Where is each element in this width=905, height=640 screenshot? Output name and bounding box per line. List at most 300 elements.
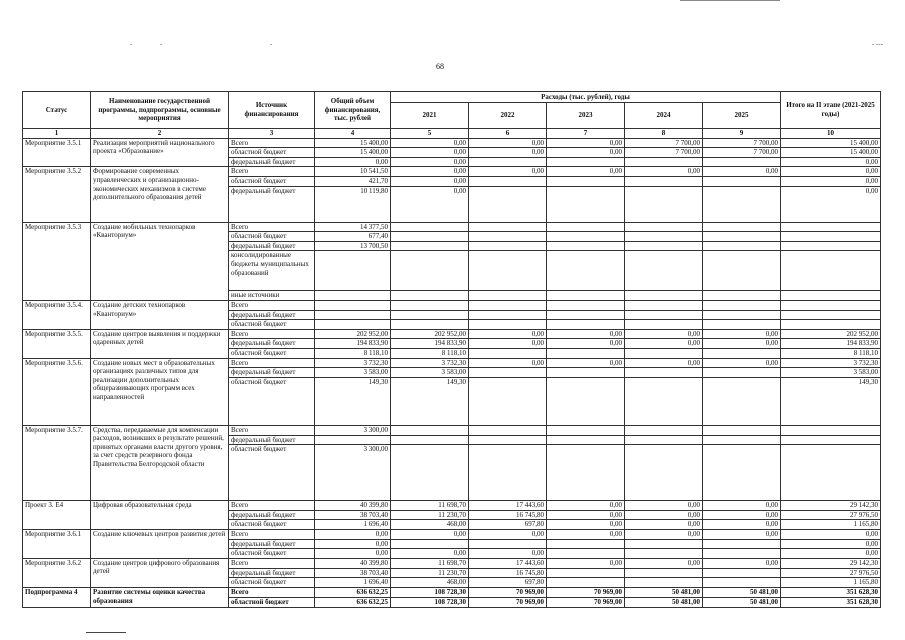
header-source: Источник финансирования <box>229 92 315 129</box>
status-cell: Мероприятие 3.5.1 <box>23 138 91 167</box>
name-cell: Создание центров цифрового образования детей <box>91 558 229 587</box>
year-2024-cell: 7 700,00 <box>625 148 703 158</box>
year-2023-cell: 0,00 <box>547 358 625 368</box>
source-cell: Всего <box>229 300 315 310</box>
year-2022-cell: 697,80 <box>469 520 547 530</box>
year-2025-cell <box>703 320 781 330</box>
year-2022-cell <box>469 320 547 330</box>
year-2021-cell: 11 698,70 <box>391 501 469 511</box>
stage-total-cell: 29 142,30 <box>781 558 881 568</box>
year-2022-cell <box>469 222 547 232</box>
name-cell: Создание центров выявления и поддержки одаренных детей <box>91 329 229 358</box>
stage-total-cell: 0,00 <box>781 539 881 549</box>
year-2021-cell <box>391 445 469 501</box>
year-2025-cell <box>703 539 781 549</box>
source-cell: областной бюджет <box>229 597 315 607</box>
source-cell: Всего <box>229 501 315 511</box>
year-2023-cell: 70 969,00 <box>547 597 625 607</box>
year-2024-cell <box>625 549 703 559</box>
stage-total-cell <box>781 300 881 310</box>
total-cell: 40 399,80 <box>315 501 391 511</box>
status-cell: Мероприятие 3.5.5. <box>23 329 91 358</box>
source-cell: Всего <box>229 558 315 568</box>
year-2024-cell <box>625 539 703 549</box>
total-cell: 3 583,00 <box>315 368 391 378</box>
year-2021-cell: 194 833,90 <box>391 339 469 349</box>
stage-total-cell <box>781 445 881 501</box>
year-2023-cell <box>547 300 625 310</box>
status-cell: Проект 3. Е4 <box>23 501 91 530</box>
status-cell: Мероприятие 3.5.6. <box>23 358 91 425</box>
year-2023-cell <box>547 186 625 222</box>
total-cell: 15 400,00 <box>315 148 391 158</box>
year-2022-cell <box>469 435 547 445</box>
stage-total-cell <box>781 241 881 251</box>
year-2025-cell <box>703 232 781 242</box>
source-cell: федеральный бюджет <box>229 435 315 445</box>
year-2023-cell <box>547 157 625 167</box>
year-2024-cell <box>625 186 703 222</box>
year-2024-cell: 0,00 <box>625 339 703 349</box>
total-cell: 38 703,40 <box>315 510 391 520</box>
header-year: 2021 <box>391 103 469 129</box>
year-2023-cell: 0,00 <box>547 510 625 520</box>
year-2025-cell <box>703 368 781 378</box>
year-2022-cell <box>469 445 547 501</box>
source-cell: областной бюджет <box>229 348 315 358</box>
year-2024-cell <box>625 232 703 242</box>
year-2022-cell: 16 745,80 <box>469 568 547 578</box>
year-2021-cell <box>391 435 469 445</box>
year-2023-cell <box>547 368 625 378</box>
total-cell: 3 300,00 <box>315 425 391 435</box>
header-year: 2025 <box>703 103 781 129</box>
stage-total-cell <box>781 320 881 330</box>
year-2025-cell: 0,00 <box>703 167 781 177</box>
total-cell: 38 703,40 <box>315 568 391 578</box>
stage-total-cell: 15 400,00 <box>781 138 881 148</box>
year-2025-cell: 0,00 <box>703 501 781 511</box>
total-cell: 14 377,50 <box>315 222 391 232</box>
year-2021-cell: 11 230,70 <box>391 510 469 520</box>
source-cell: Всего <box>229 167 315 177</box>
name-cell: Создание новых мест в образовательных организациях различных типов для реализации дополнительных общеразвивающих программ всех направленностей <box>91 358 229 425</box>
year-2023-cell: 70 969,00 <box>547 588 625 598</box>
year-2023-cell <box>547 232 625 242</box>
year-2021-cell: 0,00 <box>391 157 469 167</box>
status-cell: Мероприятие 3.6.2 <box>23 558 91 587</box>
year-2023-cell <box>547 445 625 501</box>
name-cell: Формирование современных управленческих и организационно-экономических механизмов в системе дополнительного образования детей <box>91 167 229 222</box>
year-2021-cell <box>391 291 469 301</box>
year-2021-cell: 108 728,30 <box>391 597 469 607</box>
year-2022-cell: 0,00 <box>469 167 547 177</box>
year-2024-cell <box>625 241 703 251</box>
stage-total-cell: 1 165,80 <box>781 578 881 588</box>
year-2022-cell <box>469 251 547 291</box>
source-cell: Всего <box>229 588 315 598</box>
year-2024-cell <box>625 310 703 320</box>
table-row <box>23 329 881 339</box>
year-2021-cell: 0,00 <box>391 167 469 177</box>
year-2021-cell <box>391 300 469 310</box>
year-2023-cell <box>547 251 625 291</box>
column-number: 8 <box>625 129 703 139</box>
stage-total-cell: 202 952,00 <box>781 329 881 339</box>
stage-total-cell: 0,00 <box>781 186 881 222</box>
year-2023-cell <box>547 320 625 330</box>
year-2025-cell <box>703 310 781 320</box>
year-2021-cell: 0,00 <box>391 530 469 540</box>
year-2023-cell: 0,00 <box>547 520 625 530</box>
source-cell: областной бюджет <box>229 549 315 559</box>
source-cell: Всего <box>229 329 315 339</box>
year-2025-cell: 0,00 <box>703 339 781 349</box>
year-2022-cell: 17 443,60 <box>469 501 547 511</box>
year-2022-cell <box>469 539 547 549</box>
stage-total-cell <box>781 435 881 445</box>
stage-total-cell: 29 142,30 <box>781 501 881 511</box>
year-2023-cell: 0,00 <box>547 339 625 349</box>
year-2024-cell <box>625 320 703 330</box>
year-2024-cell <box>625 348 703 358</box>
stage-total-cell: 0,00 <box>781 157 881 167</box>
year-2021-cell <box>391 539 469 549</box>
year-2021-cell: 149,30 <box>391 377 469 425</box>
year-2022-cell: 697,80 <box>469 578 547 588</box>
header-name: Наименование государственной программы, подпрограммы, основные мероприятия <box>91 92 229 129</box>
table-row <box>23 425 881 435</box>
year-2021-cell: 0,00 <box>391 176 469 186</box>
year-2025-cell: 50 481,00 <box>703 597 781 607</box>
stage-total-cell: 3 732,30 <box>781 358 881 368</box>
year-2025-cell <box>703 348 781 358</box>
year-2024-cell: 0,00 <box>625 510 703 520</box>
year-2025-cell: 0,00 <box>703 520 781 530</box>
source-cell: Всего <box>229 222 315 232</box>
header-year: 2022 <box>469 103 547 129</box>
total-cell: 0,00 <box>315 539 391 549</box>
year-2021-cell: 0,00 <box>391 148 469 158</box>
stage-total-cell <box>781 310 881 320</box>
column-number: 10 <box>781 129 881 139</box>
year-2024-cell <box>625 425 703 435</box>
year-2023-cell <box>547 241 625 251</box>
source-cell: областной бюджет <box>229 445 315 501</box>
year-2024-cell <box>625 435 703 445</box>
source-cell: областной бюджет <box>229 176 315 186</box>
year-2025-cell <box>703 568 781 578</box>
year-2022-cell: 0,00 <box>469 148 547 158</box>
source-cell: федеральный бюджет <box>229 310 315 320</box>
year-2021-cell: 8 118,10 <box>391 348 469 358</box>
year-2025-cell <box>703 425 781 435</box>
total-cell: 15 400,00 <box>315 138 391 148</box>
year-2025-cell <box>703 291 781 301</box>
table-row <box>23 300 881 310</box>
table-row <box>23 558 881 568</box>
budget-table-body <box>23 138 881 607</box>
year-2024-cell: 50 481,00 <box>625 588 703 598</box>
top-rule <box>680 0 780 1</box>
table-row <box>23 222 881 232</box>
year-2025-cell: 7 700,00 <box>703 148 781 158</box>
budget-table <box>22 91 881 608</box>
scan-mark: - <box>160 40 163 48</box>
column-number: 7 <box>547 129 625 139</box>
name-cell: Создание ключевых центров развития детей <box>91 530 229 559</box>
stage-total-cell <box>781 232 881 242</box>
year-2024-cell: 0,00 <box>625 520 703 530</box>
table-row <box>23 138 881 148</box>
scan-mark: - <box>270 40 273 48</box>
year-2021-cell <box>391 320 469 330</box>
year-2023-cell <box>547 348 625 358</box>
year-2024-cell: 0,00 <box>625 530 703 540</box>
year-2023-cell <box>547 377 625 425</box>
status-cell: Мероприятие 3.5.3 <box>23 222 91 300</box>
header-total: Общий объем финансирования, тыс. рублей <box>315 92 391 129</box>
year-2024-cell <box>625 251 703 291</box>
header-year: 2024 <box>625 103 703 129</box>
column-number: 5 <box>391 129 469 139</box>
year-2025-cell <box>703 549 781 559</box>
total-cell: 13 700,50 <box>315 241 391 251</box>
stage-total-cell: 194 833,90 <box>781 339 881 349</box>
total-cell: 1 696,40 <box>315 578 391 588</box>
year-2022-cell <box>469 377 547 425</box>
source-cell: федеральный бюджет <box>229 241 315 251</box>
year-2024-cell: 0,00 <box>625 501 703 511</box>
source-cell: Всего <box>229 425 315 435</box>
stage-total-cell: 0,00 <box>781 167 881 177</box>
total-cell: 202 952,00 <box>315 329 391 339</box>
year-2023-cell: 0,00 <box>547 329 625 339</box>
stage-total-cell: 351 628,30 <box>781 597 881 607</box>
year-2021-cell: 468,00 <box>391 520 469 530</box>
total-cell: 421,70 <box>315 176 391 186</box>
year-2025-cell <box>703 435 781 445</box>
year-2024-cell <box>625 368 703 378</box>
stage-total-cell: 351 628,30 <box>781 588 881 598</box>
source-cell: Всего <box>229 358 315 368</box>
year-2025-cell <box>703 176 781 186</box>
column-number: 4 <box>315 129 391 139</box>
table-row <box>23 588 881 598</box>
year-2023-cell <box>547 435 625 445</box>
stage-total-cell: 27 976,50 <box>781 568 881 578</box>
source-cell: иные источники <box>229 291 315 301</box>
year-2021-cell: 0,00 <box>391 138 469 148</box>
total-cell <box>315 251 391 291</box>
status-cell: Мероприятие 3.5.2 <box>23 167 91 222</box>
year-2024-cell <box>625 222 703 232</box>
source-cell: областной бюджет <box>229 377 315 425</box>
year-2023-cell <box>547 578 625 588</box>
year-2021-cell: 3 583,00 <box>391 368 469 378</box>
year-2025-cell <box>703 377 781 425</box>
year-2021-cell: 468,00 <box>391 578 469 588</box>
source-cell: федеральный бюджет <box>229 157 315 167</box>
stage-total-cell: 0,00 <box>781 176 881 186</box>
year-2021-cell: 11 230,70 <box>391 568 469 578</box>
year-2024-cell: 7 700,00 <box>625 138 703 148</box>
total-cell: 0,00 <box>315 549 391 559</box>
year-2021-cell: 202 952,00 <box>391 329 469 339</box>
scan-mark: - --- <box>872 40 884 48</box>
column-number: 3 <box>229 129 315 139</box>
year-2024-cell: 0,00 <box>625 558 703 568</box>
year-2022-cell: 16 745,80 <box>469 510 547 520</box>
table-row <box>23 530 881 540</box>
name-cell: Цифровая образовательная среда <box>91 501 229 530</box>
total-cell: 149,30 <box>315 377 391 425</box>
year-2023-cell: 0,00 <box>547 148 625 158</box>
stage-total-cell: 149,30 <box>781 377 881 425</box>
name-cell: Создание детских технопарков «Кванториум» <box>91 300 229 329</box>
year-2025-cell <box>703 251 781 291</box>
stage-total-cell: 15 400,00 <box>781 148 881 158</box>
status-cell: Мероприятие 3.5.7. <box>23 425 91 501</box>
total-cell: 3 732,30 <box>315 358 391 368</box>
year-2024-cell <box>625 291 703 301</box>
source-cell: областной бюджет <box>229 578 315 588</box>
total-cell: 0,00 <box>315 530 391 540</box>
year-2021-cell <box>391 232 469 242</box>
total-cell: 10 541,50 <box>315 167 391 177</box>
status-cell: Мероприятие 3.5.4. <box>23 300 91 329</box>
year-2023-cell <box>547 425 625 435</box>
year-2024-cell: 0,00 <box>625 329 703 339</box>
year-2023-cell <box>547 291 625 301</box>
year-2025-cell: 0,00 <box>703 329 781 339</box>
year-2022-cell: 70 969,00 <box>469 588 547 598</box>
year-2022-cell <box>469 176 547 186</box>
year-2023-cell <box>547 568 625 578</box>
year-2021-cell: 108 728,30 <box>391 588 469 598</box>
source-cell: федеральный бюджет <box>229 568 315 578</box>
source-cell: федеральный бюджет <box>229 510 315 520</box>
header-stage-total: Итого на II этапе (2021-2025 годы) <box>781 92 881 129</box>
total-cell: 8 118,10 <box>315 348 391 358</box>
source-cell: областной бюджет <box>229 232 315 242</box>
year-2022-cell <box>469 186 547 222</box>
year-2022-cell <box>469 310 547 320</box>
year-2024-cell: 0,00 <box>625 358 703 368</box>
year-2024-cell <box>625 157 703 167</box>
year-2025-cell: 7 700,00 <box>703 138 781 148</box>
stage-total-cell: 8 118,10 <box>781 348 881 358</box>
year-2023-cell <box>547 539 625 549</box>
stage-total-cell: 1 165,80 <box>781 520 881 530</box>
source-cell: федеральный бюджет <box>229 339 315 349</box>
header-status: Статус <box>23 92 91 129</box>
year-2022-cell: 0,00 <box>469 138 547 148</box>
year-2022-cell <box>469 300 547 310</box>
stage-total-cell: 27 976,50 <box>781 510 881 520</box>
year-2021-cell <box>391 310 469 320</box>
year-2021-cell <box>391 241 469 251</box>
stage-total-cell: 3 583,00 <box>781 368 881 378</box>
column-number: 2 <box>91 129 229 139</box>
year-2024-cell <box>625 300 703 310</box>
year-2022-cell: 0,00 <box>469 549 547 559</box>
total-cell: 40 399,80 <box>315 558 391 568</box>
year-2022-cell <box>469 232 547 242</box>
name-cell: Создание мобильных технопарков «Кванториум» <box>91 222 229 300</box>
year-2025-cell: 0,00 <box>703 510 781 520</box>
source-cell: областной бюджет <box>229 520 315 530</box>
year-2022-cell: 0,00 <box>469 358 547 368</box>
year-2022-cell: 17 443,60 <box>469 558 547 568</box>
name-cell: Средства, передаваемые для компенсации расходов, возникших в результате решений, принятых органами власти другого уровня, за счет средств резервного фонда Правительства Белгородской области <box>91 425 229 501</box>
year-2023-cell <box>547 176 625 186</box>
source-cell: областной бюджет <box>229 320 315 330</box>
year-2021-cell: 3 732,30 <box>391 358 469 368</box>
total-cell: 3 300,00 <box>315 445 391 501</box>
source-cell: федеральный бюджет <box>229 539 315 549</box>
total-cell: 0,00 <box>315 157 391 167</box>
year-2023-cell <box>547 549 625 559</box>
column-number: 9 <box>703 129 781 139</box>
total-cell <box>315 435 391 445</box>
stage-total-cell <box>781 251 881 291</box>
table-row <box>23 358 881 368</box>
year-2025-cell <box>703 300 781 310</box>
stage-total-cell: 0,00 <box>781 549 881 559</box>
source-cell: областной бюджет <box>229 148 315 158</box>
header-expenses: Расходы (тыс. рублей), годы <box>391 92 781 103</box>
year-2022-cell <box>469 157 547 167</box>
name-cell: Реализация мероприятий национального проекта «Образование» <box>91 138 229 167</box>
total-cell <box>315 320 391 330</box>
total-cell: 194 833,90 <box>315 339 391 349</box>
year-2023-cell: 0,00 <box>547 167 625 177</box>
year-2021-cell <box>391 251 469 291</box>
stage-total-cell <box>781 425 881 435</box>
page-number: 68 <box>436 62 444 71</box>
total-cell <box>315 300 391 310</box>
year-2025-cell <box>703 241 781 251</box>
year-2022-cell: 0,00 <box>469 339 547 349</box>
year-2021-cell: 11 698,70 <box>391 558 469 568</box>
year-2025-cell: 0,00 <box>703 530 781 540</box>
stage-total-cell <box>781 291 881 301</box>
year-2022-cell <box>469 425 547 435</box>
source-cell: Всего <box>229 530 315 540</box>
footer-rule <box>86 632 126 633</box>
year-2022-cell: 0,00 <box>469 329 547 339</box>
source-cell: федеральный бюджет <box>229 186 315 222</box>
total-cell <box>315 291 391 301</box>
year-2022-cell <box>469 241 547 251</box>
year-2025-cell: 0,00 <box>703 358 781 368</box>
table-row <box>23 501 881 511</box>
name-cell: Развитие системы оценки качества образования <box>91 588 229 608</box>
year-2022-cell <box>469 368 547 378</box>
stage-total-cell: 0,00 <box>781 530 881 540</box>
year-2022-cell: 0,00 <box>469 530 547 540</box>
year-2022-cell <box>469 291 547 301</box>
year-2021-cell <box>391 425 469 435</box>
year-2021-cell <box>391 222 469 232</box>
year-2023-cell: 0,00 <box>547 530 625 540</box>
year-2021-cell: 0,00 <box>391 186 469 222</box>
year-2024-cell <box>625 568 703 578</box>
year-2024-cell <box>625 445 703 501</box>
year-2024-cell <box>625 377 703 425</box>
year-2022-cell <box>469 348 547 358</box>
